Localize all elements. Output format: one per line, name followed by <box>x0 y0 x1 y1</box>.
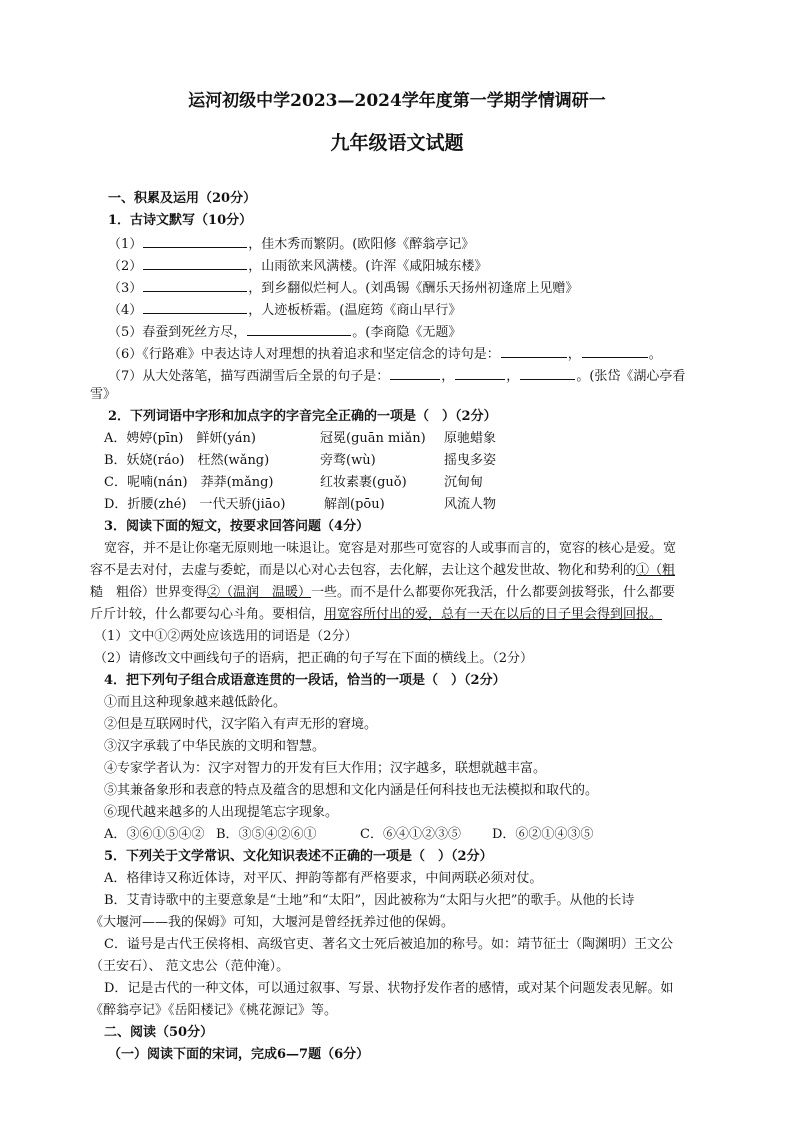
reading-sub-heading-1: （一）阅读下面的宋词，完成6—7题（6分） <box>108 1047 370 1062</box>
answer-blank[interactable] <box>143 256 247 270</box>
q5-option-d-cont: 《醉翁亭记》《岳阳楼记》《桃花源记》等。 <box>90 1003 338 1018</box>
poem-item-6: （6）《行路难》中表达诗人对理想的执着追求和坚定信念的诗句是： ， 。 <box>108 344 662 364</box>
q5-option-d[interactable]: D．记是古代的一种文体，可以通过叙事、写景、状物抒发作者的感情，或对某个问题发表见解。如 <box>104 981 674 996</box>
poem-item-1: （1） ，佳木秀而繁阴。(欧阳修《醉翁亭记》 <box>108 234 474 254</box>
passage-line-1: 宽容，并不是让你毫无原则地一味退让。宽容是对那些可宽容的人或事而言的，宽容的核心是爱。宽 <box>104 541 677 556</box>
question-1-heading: 1．古诗文默写（10分） <box>108 213 253 228</box>
q5-option-a[interactable]: A．格律诗又称近体诗，对平仄、押韵等都有严格要求，中间两联必须对仗。 <box>104 871 543 886</box>
sentence-3: ③汉字承载了中华民族的文明和智慧。 <box>104 739 326 754</box>
poem-item-4: （4） ，人迹板桥霜。(温庭筠《商山早行》 <box>108 300 461 320</box>
answer-blank[interactable] <box>390 366 440 380</box>
sentence-1: ①而且这种现象越来越低龄化。 <box>104 695 287 710</box>
question-3-heading: 3．阅读下面的短文，按要求回答问题（4分） <box>104 519 370 534</box>
poem-item-7-continued: 雪》 <box>90 387 117 402</box>
answer-blank[interactable] <box>247 322 351 336</box>
passage-line-3: 糙 粗俗）世界变得②（温润 温暖）一些。而不是什么都要你死我活，什么都要剑拔弩张，什么都要 <box>90 585 676 600</box>
option-b[interactable]: B．③⑤④②⑥① <box>216 827 317 842</box>
answer-blank[interactable] <box>455 366 505 380</box>
poem-item-3: （3） ，到乡翻似烂柯人。(刘禹锡《酬乐天扬州初逢席上见赠》 <box>108 278 578 298</box>
q5-option-c[interactable]: C．谥号是古代王侯将相、高级官吏、著名文士死后被追加的称号。如：靖节征士（陶渊明）王文公 <box>104 937 673 952</box>
option-c[interactable]: C．⑥④①②③⑤ <box>360 827 461 842</box>
question-2-heading: 2．下列词语中字形和加点字的字音完全正确的一项是（ ）（2分） <box>108 409 497 424</box>
option-d[interactable]: D．⑥②①④③⑤ <box>492 827 594 842</box>
section-heading-2: 二、阅读（50分） <box>104 1025 214 1040</box>
blank-1-choice: ①（粗 <box>636 563 676 578</box>
q5-option-b[interactable]: B．艾青诗歌中的主要意象是“土地”和“太阳”，因此被称为“太阳与火把”的歌手。从他的长诗 <box>104 893 635 908</box>
answer-blank[interactable] <box>143 300 247 314</box>
exam-page: 运河初级中学2023—2024学年度第一学期学情调研一 九年级语文试题 一、积累及运用（20分） 1．古诗文默写（10分） （1） ，佳木秀而繁阴。(欧阳修《醉翁亭记》 （2） ，山雨欲来风满楼。(许浑《咸阳城东楼》 （3） ，到乡翻似烂柯人。(刘禹锡《酬乐天扬州初逢席上见赠》 （4） ，人迹板桥霜。(温庭筠《商山早行》 （5）春蚕到死丝方尽， 。(李商隐《无题》 （6）《行路难》中表达诗人对理想的执着追求和坚定信念的诗句是： ， 。 （7）从大处落笔，描写西湖雪后全景的句子是： ， ， 。(张岱《湖心亭看 雪》 2．下列词语中字形和加点字的字音完全正确的一项是（ ）（2分） A．娉婷(pīn) 鲜妍(yán) 冠冕(guān miǎn) 原驰蜡象 B．妖娆(ráo) 枉然(wǎng) 旁骛(wù) 摇曳多姿 C．呢喃(nán) 莽莽(mǎng) 红妆素裹(guǒ) 沉甸甸 D．折腰(zhé) 一代天骄(jiāo) 解剖(pōu) 风流人物 3．阅读下面的短文，按要求回答问题（4分） 宽容，并不是让你毫无原则地一味退让。宽容是对那些可宽容的人或事而言的，宽容的核心是爱。宽 容不是去对付，去虚与委蛇，而是以心对心去包容，去化解，去让这个越发世故、物化和势利的①（粗 糙 粗俗）世界变得②（温润 温暖）一些。而不是什么都要你死我活，什么都要剑拔弩张，什么都要 斤斤计较，什么都要勾心斗角。要相信，用宽容所付出的爱，总有一天在以后的日子里会得到回报。 （1）文中①②两处应该选用的词语是（2分） （2）请修改文中画线句子的语病，把正确的句子写在下面的横线上。（2分） 4．把下列句子组合成语意连贯的一段话，恰当的一项是（ ）（2分） ①而且这种现象越来越低龄化。 ②但是互联网时代，汉字陷入有声无形的窘境。 ③汉字承载了中华民族的文明和智慧。 ④专家学者认为：汉字对智力的开发有巨大作用；汉字越多，联想就越丰富。 ⑤其兼备象形和表意的特点及蕴含的思想和文化内涵是任何科技也无法模拟和取代的。 ⑥现代越来越多的人出现提笔忘字现象。 A．③⑥①⑤④② B．③⑤④②⑥① C．⑥④①②③⑤ D．⑥②①④③⑤ 5．下列关于文学常识、文化知识表述不正确的一项是（ ）（2分） A．格律诗又称近体诗，对平仄、押韵等都有严格要求，中间两联必须对仗。 B．艾青诗歌中的主要意象是“土地”和“太阳”，因此被称为“太阳与火把”的歌手。从他的长诗 《大堰河——我的保姆》可知，大堰河是曾经抚养过他的保姆。 C．谥号是古代王侯将相、高级官吏、著名文士死后被追加的称号。如：靖节征士（陶渊明）王文公 （王安石）、 范文忠公（范仲淹）。 D．记是古代的一种文体，可以通过叙事、写景、状物抒发作者的感情，或对某个问题发表见解。如 《醉翁亭记》《岳阳楼记》《桃花源记》等。 二、阅读（50分） （一）阅读下面的宋词，完成6—7题（6分） <box>0 0 794 1123</box>
sentence-5: ⑤其兼备象形和表意的特点及蕴含的思想和文化内涵是任何科技也无法模拟和取代的。 <box>104 783 599 798</box>
answer-blank[interactable] <box>143 234 247 248</box>
sentence-2: ②但是互联网时代，汉字陷入有声无形的窘境。 <box>104 717 378 732</box>
exam-title: 运河初级中学2023—2024学年度第一学期学情调研一 <box>188 91 606 111</box>
blank-2-choice: ②（温润 温暖） <box>207 585 312 600</box>
passage-line-4: 斤斤计较，什么都要勾心斗角。要相信，用宽容所付出的爱，总有一天在以后的日子里会得到回报。 <box>90 607 663 622</box>
question-3-sub-1: （1）文中①②两处应该选用的词语是（2分） <box>94 629 358 644</box>
passage-line-2: 容不是去对付，去虚与委蛇，而是以心对心去包容，去化解，去让这个越发世故、物化和势利的①（粗 <box>90 563 676 578</box>
option-a[interactable]: A．③⑥①⑤④② <box>104 827 205 842</box>
question-3-sub-2: （2）请修改文中画线句子的语病，把正确的句子写在下面的横线上。（2分） <box>94 651 534 666</box>
poem-item-7: （7）从大处落笔，描写西湖雪后全景的句子是： ， ， 。(张岱《湖心亭看 <box>108 366 685 386</box>
answer-blank[interactable] <box>582 344 648 358</box>
poem-item-2: （2） ，山雨欲来风满楼。(许浑《咸阳城东楼》 <box>108 256 487 276</box>
answer-blank[interactable] <box>520 366 575 380</box>
underlined-sentence: 用宽容所付出的爱，总有一天在以后的日子里会得到回报。 <box>324 607 663 622</box>
poem-item-5: （5）春蚕到死丝方尽， 。(李商隐《无题》 <box>108 322 461 342</box>
sentence-6: ⑥现代越来越多的人出现提笔忘字现象。 <box>104 805 339 820</box>
sentence-4: ④专家学者认为：汉字对智力的开发有巨大作用；汉字越多，联想就越丰富。 <box>104 761 547 776</box>
exam-subtitle: 九年级语文试题 <box>330 132 464 154</box>
question-5-heading: 5．下列关于文学常识、文化知识表述不正确的一项是（ ）（2分） <box>104 849 493 864</box>
section-heading-1: 一、积累及运用（20分） <box>108 191 257 206</box>
answer-blank[interactable] <box>143 278 247 292</box>
q5-option-c-cont: （王安石）、 范文忠公（范仲淹）。 <box>90 959 290 974</box>
answer-blank[interactable] <box>501 344 567 358</box>
question-4-heading: 4．把下列句子组合成语意连贯的一段话，恰当的一项是（ ）（2分） <box>104 673 506 688</box>
q5-option-b-cont: 《大堰河——我的保姆》可知，大堰河是曾经抚养过他的保姆。 <box>90 915 455 930</box>
